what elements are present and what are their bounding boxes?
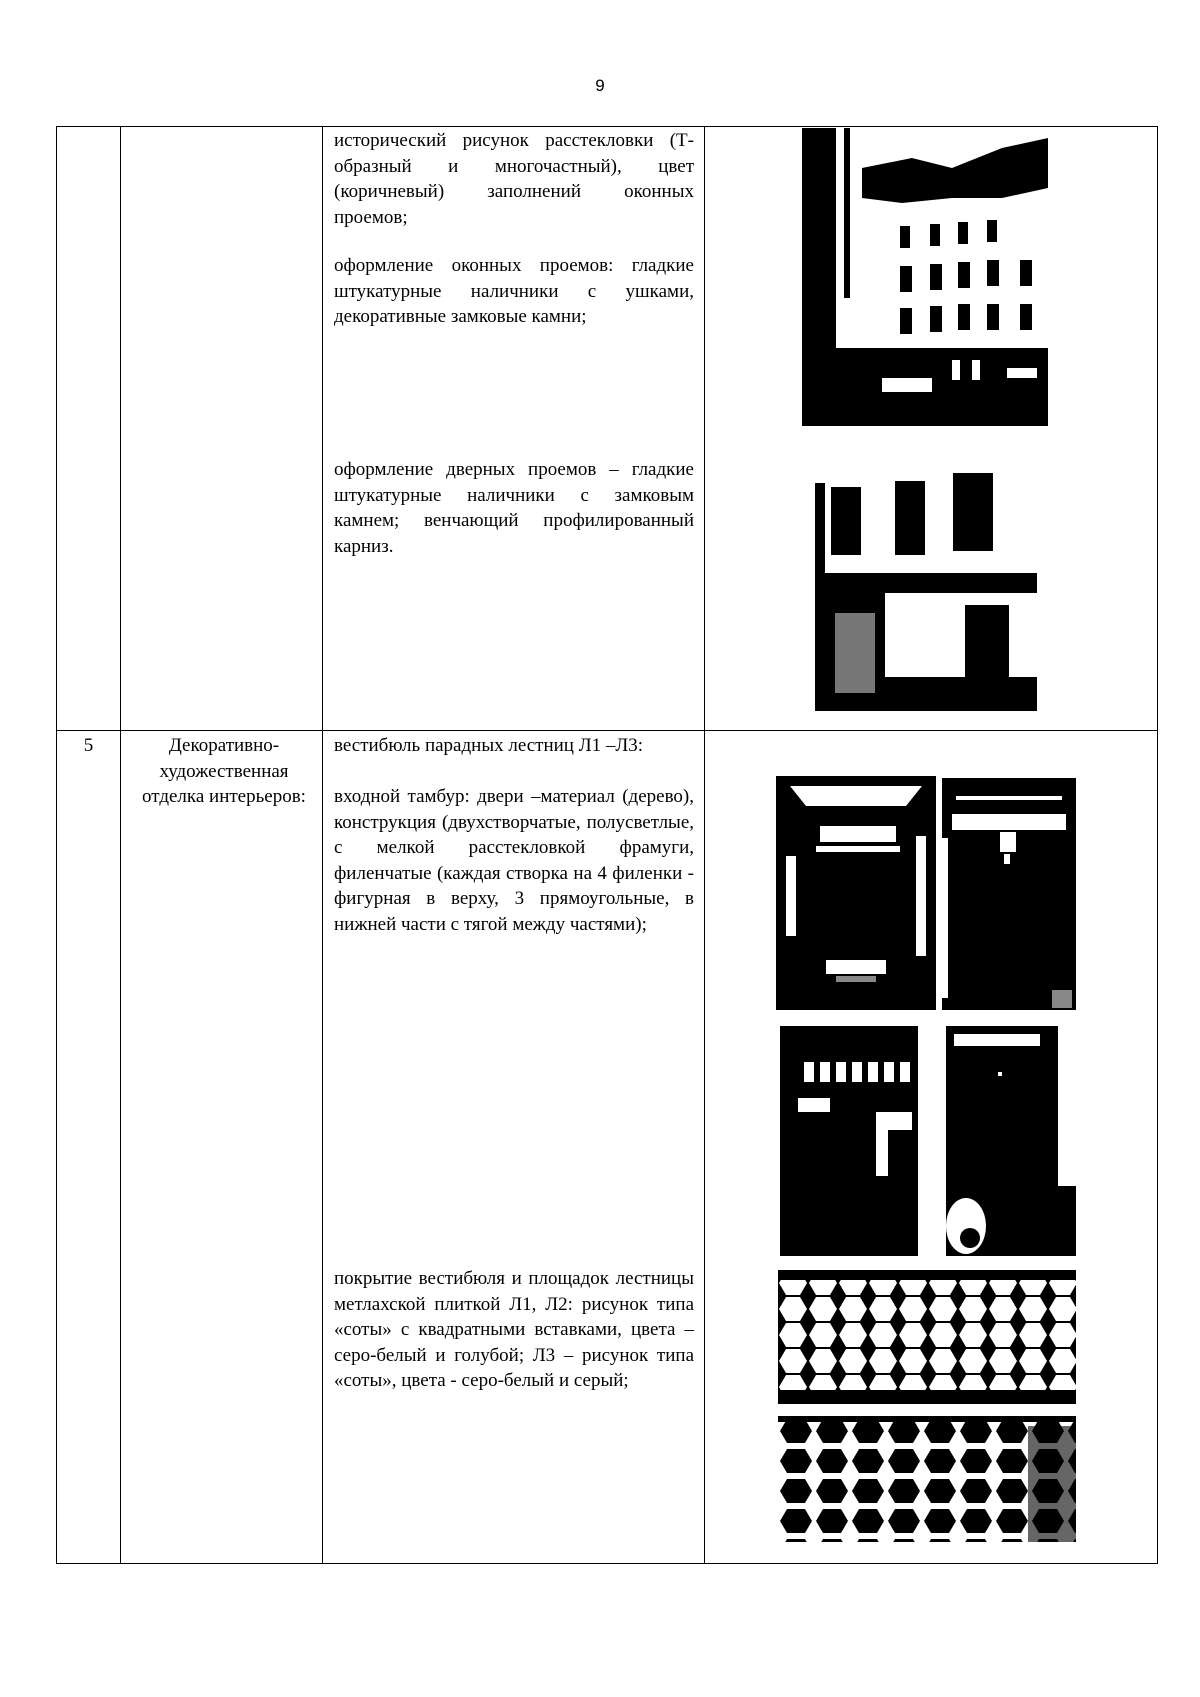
- row-continued-paragraph-2: оформление оконных проемов: гладкие штукатурные наличники с ушками, декоративные замковые камни;: [334, 255, 694, 327]
- row-divider: [56, 730, 1158, 731]
- page-number: 9: [595, 76, 605, 95]
- entrance-door-photo-4: [936, 1026, 1076, 1256]
- entrance-door-photo-3: [780, 1026, 932, 1256]
- column-divider-1: [120, 126, 121, 1564]
- entrance-door-photo-2: [942, 778, 1076, 1010]
- row-paragraph-1: вестибюль парадных лестниц Л1 –Л3:: [334, 735, 644, 756]
- door-opening-photo: [815, 445, 1037, 711]
- column-divider-2: [322, 126, 323, 1564]
- row-continued-paragraph-1: исторический рисунок расстекловки (Т-образный и многочастный), цвет (коричневый) заполнений оконных проемов;: [334, 130, 694, 228]
- row-number: 5: [83, 735, 94, 756]
- entrance-door-photo-1: [776, 776, 936, 1010]
- row-paragraph-3: покрытие вестибюля и площадок лестницы метлахской плиткой Л1, Л2: рисунок типа «соты» с квадратными вставками, цвета – серо-белый и голубой; Л3 – рисунок типа «соты», цвета - серо-белый и серый;: [334, 1268, 694, 1391]
- row-title: Декоративно-художественная отделка интерьеров:: [142, 735, 306, 807]
- column-divider-3: [704, 126, 705, 1564]
- tile-floor-photo-1: [778, 1270, 1076, 1404]
- building-facade-photo: [802, 128, 1048, 426]
- row-paragraph-2: входной тамбур: двери –материал (дерево), конструкция (двухстворчатые, полусветлые, с мелкой расстекловкой фрамуги, филенчатые (каждая створка на 4 филенки - фигурная в верху, 3 прямоугольные, в нижней части с тягой между частями);: [334, 786, 694, 935]
- row-continued-paragraph-3: оформление дверных проемов – гладкие штукатурные наличники с замковым камнем; венчающий профилированный карниз.: [334, 459, 694, 557]
- tile-floor-photo-2: [778, 1416, 1076, 1542]
